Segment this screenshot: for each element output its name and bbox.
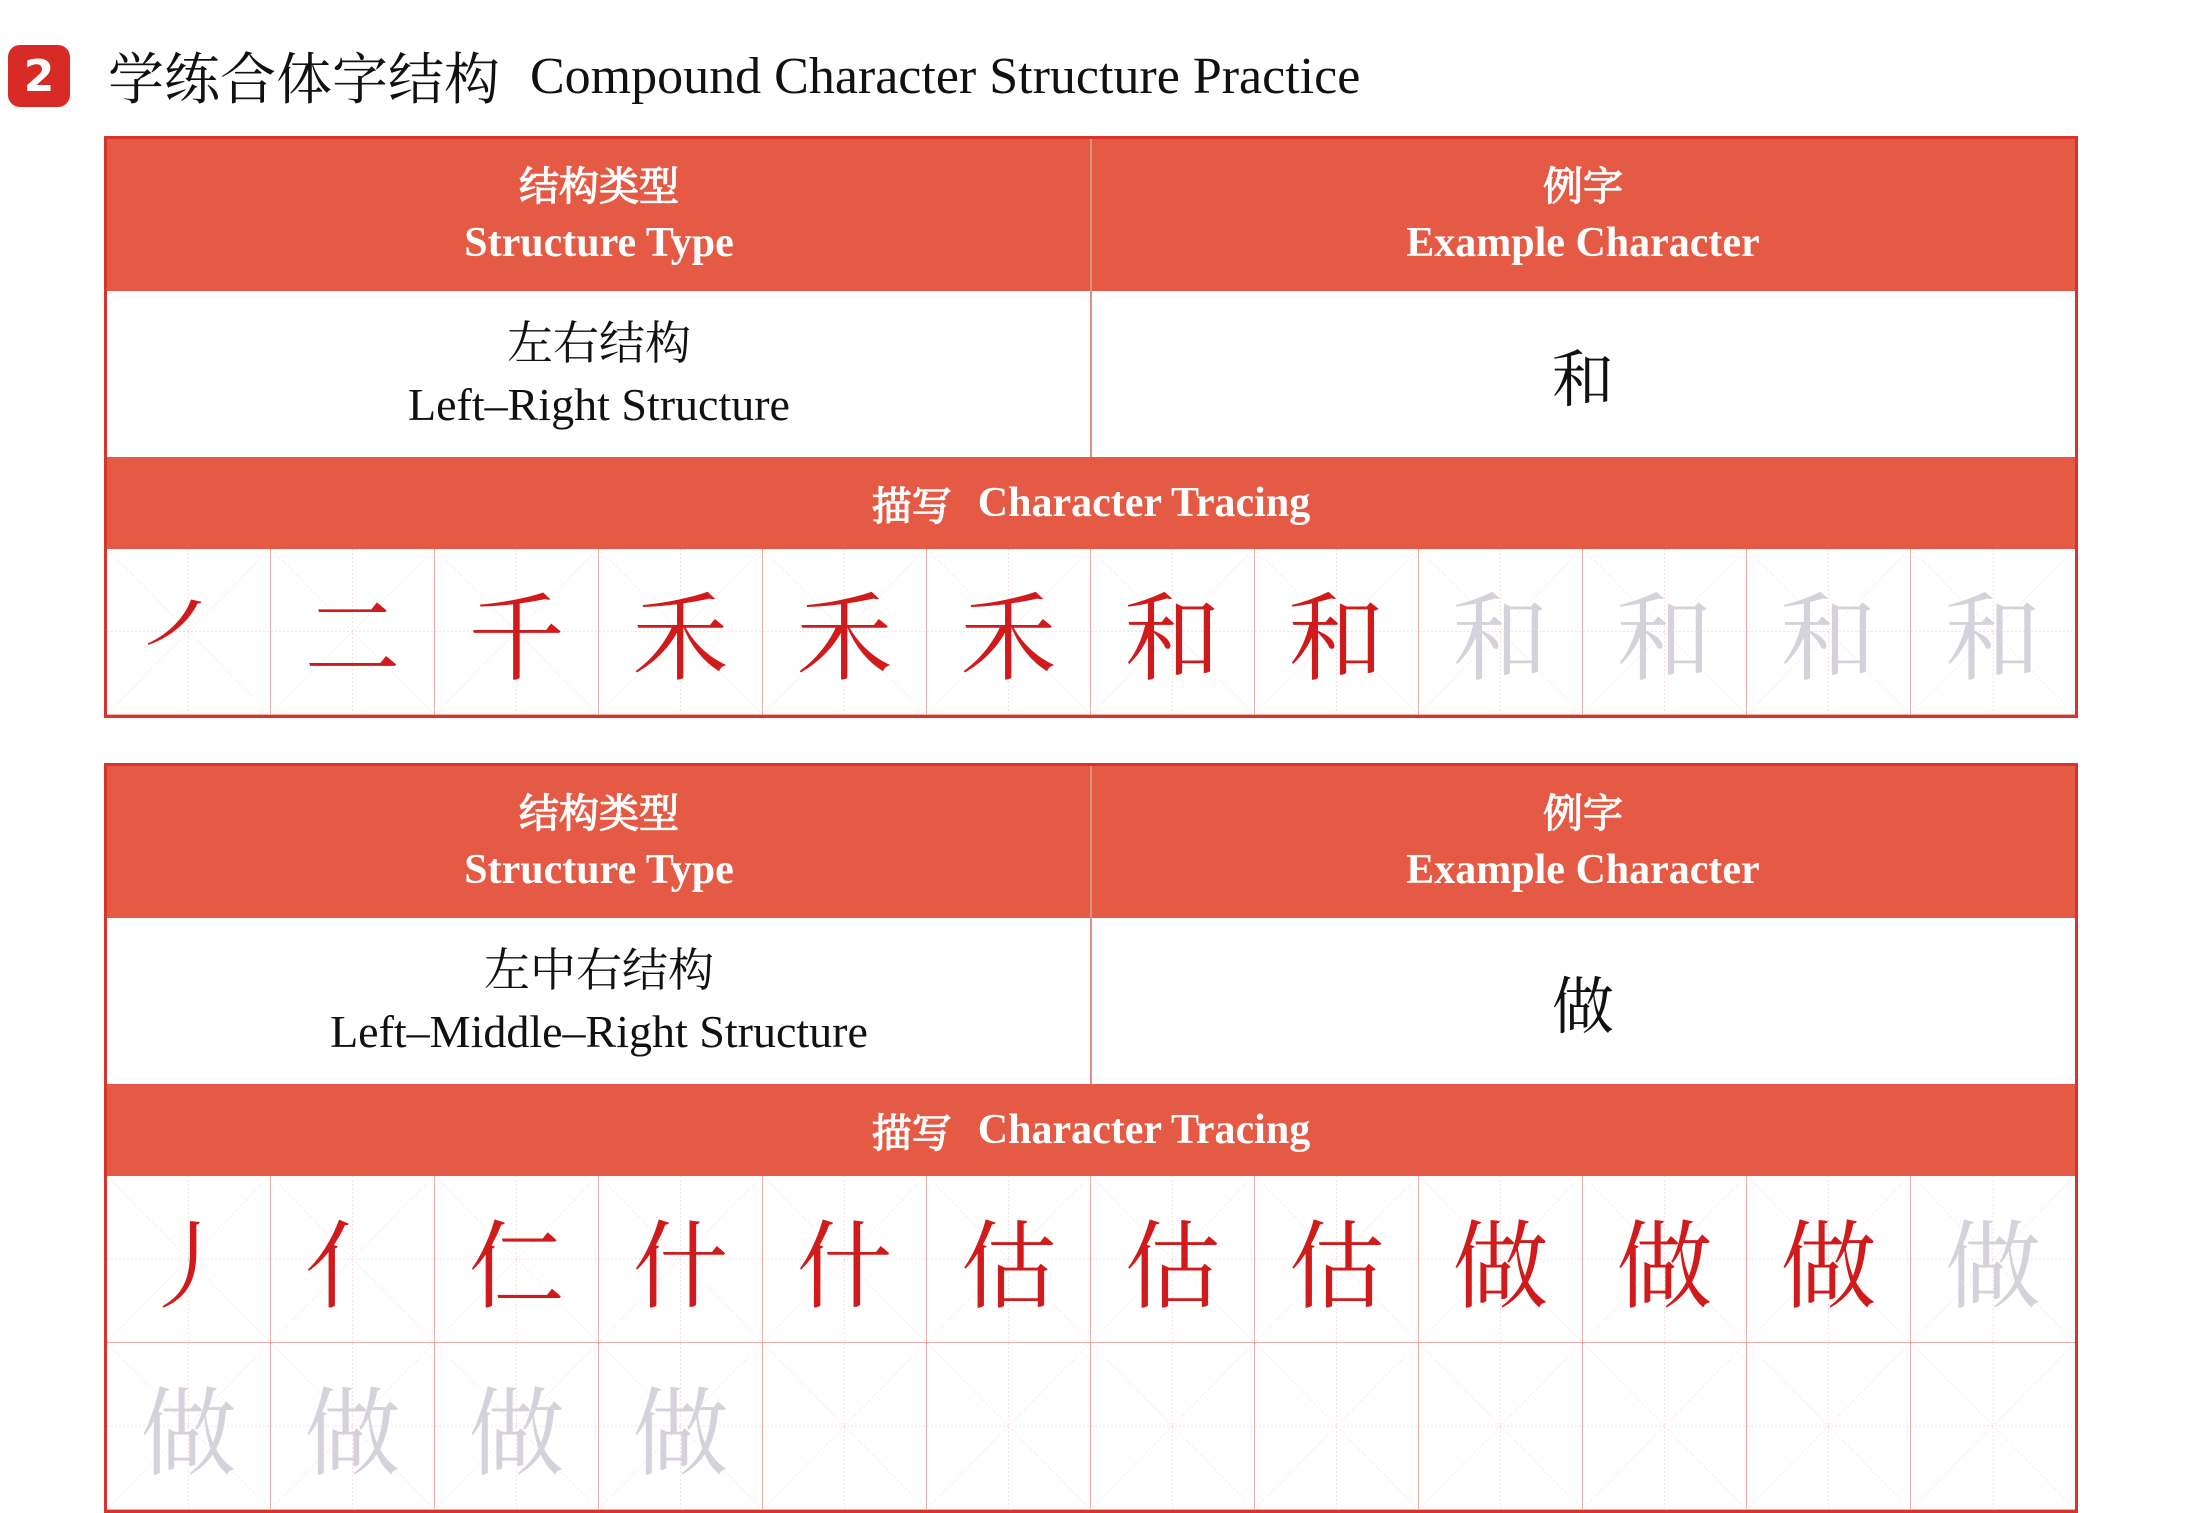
- tracing-label-en: Character Tracing: [977, 480, 1311, 526]
- tracing-cell: [1091, 1343, 1255, 1510]
- stroke-order-character: 禾: [960, 583, 1057, 695]
- tracing-label-cn: 描写: [871, 1110, 952, 1157]
- tracing-cell: [763, 1343, 927, 1510]
- trace-character: 和: [1452, 583, 1549, 695]
- structure-name-cn: 左中右结构: [484, 943, 714, 997]
- stroke-order-character: 估: [960, 1210, 1057, 1323]
- tracing-cell: [1583, 1176, 1747, 1343]
- tracing-header: [107, 457, 2075, 549]
- tracing-header: [107, 1084, 2075, 1176]
- example-character-header: [1091, 766, 2075, 918]
- stroke-order-character: 估: [1124, 1210, 1221, 1323]
- tracing-cell: [1911, 1343, 2075, 1510]
- example-label-en: Example Character: [1406, 220, 1760, 266]
- tracing-cell: [1911, 1176, 2075, 1343]
- structure-type-cell: [107, 918, 1091, 1084]
- stroke-order-character: 和: [1124, 583, 1221, 695]
- tracing-cell: [1419, 549, 1583, 715]
- trace-character: 做: [140, 1377, 237, 1490]
- trace-character: 和: [1616, 583, 1713, 695]
- stroke-order-character: 什: [632, 1210, 729, 1323]
- tracing-label-en: Character Tracing: [977, 1107, 1311, 1153]
- example-label-en: Example Character: [1406, 847, 1760, 893]
- tracing-cell: [1255, 1343, 1419, 1510]
- tracing-cell: [763, 549, 927, 715]
- stroke-order-character: 丿: [140, 1210, 237, 1323]
- trace-character: [1255, 1343, 1418, 1509]
- example-character-cell: [1091, 918, 2075, 1084]
- tracing-cell: [1583, 549, 1747, 715]
- tracing-cell: [107, 549, 271, 715]
- tracing-cell: [1255, 1176, 1419, 1343]
- tracing-cell: [271, 1176, 435, 1343]
- example-character-cell: [1091, 291, 2075, 457]
- structure-type-header: [107, 766, 1091, 918]
- example-label-cn: 例字: [1543, 791, 1623, 837]
- trace-character: [1583, 1343, 1746, 1509]
- structure-name-en: Left–Right Structure: [408, 379, 790, 430]
- tracing-cell: [1091, 1176, 1255, 1343]
- stroke-order-character: ㇒: [140, 583, 237, 695]
- tracing-grid: [107, 1176, 2075, 1510]
- stroke-order-character: 二: [304, 583, 401, 695]
- stroke-order-character: 估: [1288, 1210, 1385, 1323]
- stroke-order-character: 什: [796, 1210, 893, 1323]
- structure-type-header: [107, 139, 1091, 291]
- structure-type-label-en: Structure Type: [464, 220, 734, 266]
- section-number-badge: 2: [8, 45, 70, 107]
- tracing-cell: [1419, 1176, 1583, 1343]
- tracing-cell: [107, 1176, 271, 1343]
- tracing-cell: [271, 1343, 435, 1510]
- structure-type-cell: [107, 291, 1091, 457]
- structure-name-cn: 左右结构: [507, 316, 691, 370]
- tracing-grid: [107, 549, 2075, 715]
- trace-character: [1091, 1343, 1254, 1509]
- tracing-cell: [107, 1343, 271, 1510]
- trace-character: [1911, 1343, 2075, 1509]
- tracing-cell: [1747, 1176, 1911, 1343]
- tracing-cell: [927, 549, 1091, 715]
- tracing-cell: [271, 549, 435, 715]
- stroke-order-character: 做: [1452, 1210, 1549, 1323]
- trace-character: [763, 1343, 926, 1509]
- structure-name-en: Left–Middle–Right Structure: [330, 1006, 868, 1057]
- section-title-en: Compound Character Structure Practice: [530, 47, 1361, 105]
- trace-character: [927, 1343, 1090, 1509]
- practice-block-left-right: [104, 136, 2078, 718]
- example-character: 和: [1551, 342, 1614, 416]
- tracing-cell: [1419, 1343, 1583, 1510]
- tracing-cell: [927, 1176, 1091, 1343]
- stroke-order-character: 仁: [468, 1210, 565, 1323]
- stroke-order-character: 和: [1288, 583, 1385, 695]
- trace-character: 做: [632, 1377, 729, 1490]
- tracing-cell: [599, 1343, 763, 1510]
- stroke-order-character: 亻: [304, 1210, 401, 1323]
- tracing-cell: [435, 549, 599, 715]
- stroke-order-character: 做: [1616, 1210, 1713, 1323]
- trace-character: 做: [1945, 1210, 2041, 1323]
- trace-character: 和: [1780, 583, 1877, 695]
- structure-type-label-cn: 结构类型: [519, 164, 679, 210]
- tracing-label-cn: 描写: [871, 483, 952, 530]
- example-character: 做: [1551, 969, 1614, 1043]
- tracing-cell: [927, 1343, 1091, 1510]
- tracing-cell: [1747, 549, 1911, 715]
- example-label-cn: 例字: [1543, 164, 1623, 210]
- stroke-order-character: 做: [1780, 1210, 1877, 1323]
- trace-character: [1747, 1343, 1910, 1509]
- stroke-order-character: 禾: [632, 583, 729, 695]
- stroke-order-character: 禾: [796, 583, 893, 695]
- structure-type-label-en: Structure Type: [464, 847, 734, 893]
- tracing-cell: [1583, 1343, 1747, 1510]
- tracing-cell: [435, 1343, 599, 1510]
- trace-character: 做: [304, 1377, 401, 1490]
- tracing-cell: [435, 1176, 599, 1343]
- trace-character: 做: [468, 1377, 565, 1490]
- tracing-cell: [1091, 549, 1255, 715]
- tracing-cell: [763, 1176, 927, 1343]
- tracing-cell: [1747, 1343, 1911, 1510]
- tracing-cell: [599, 1176, 763, 1343]
- tracing-cell: [599, 549, 763, 715]
- section-heading: [8, 36, 1360, 116]
- trace-character: 和: [1945, 583, 2041, 695]
- tracing-cell: [1911, 549, 2075, 715]
- stroke-order-character: 千: [468, 583, 565, 695]
- section-title-cn: 学练合体字结构: [108, 48, 500, 113]
- practice-block-left-middle-right: [104, 763, 2078, 1513]
- tracing-cell: [1255, 549, 1419, 715]
- example-character-header: [1091, 139, 2075, 291]
- structure-type-label-cn: 结构类型: [519, 791, 679, 837]
- trace-character: [1419, 1343, 1582, 1509]
